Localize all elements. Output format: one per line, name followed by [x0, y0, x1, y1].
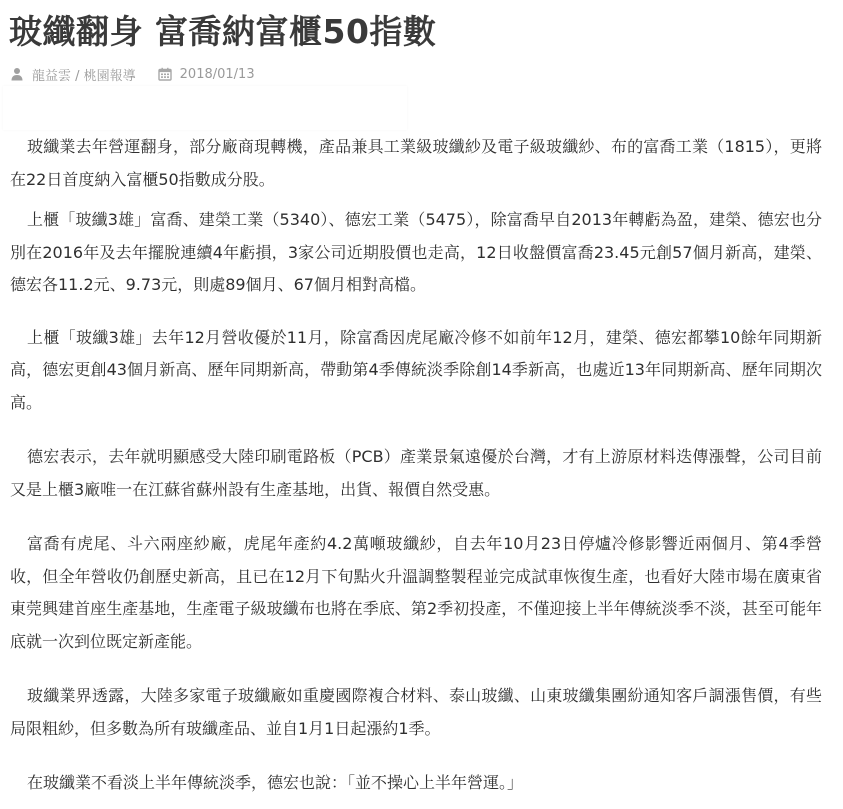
- paragraph-5: 富喬有虎尾、斗六兩座紗廠，虎尾年產約4.2萬噸玻纖紗，自去年10月23日停爐冷修影響近兩個月、第4季營收，但全年營收仍創歷史新高，且已在12月下旬點火升溫調整製程並完成試車恢復生產，也看好大陸市場在廣東省東莞興建首座生產基地，生產電子級玻纖布也將在季底、第2季初投產，不僅迎接上半年傳統淡季不淡，甚至可能年底就一次到位既定新產能。: [10, 534, 822, 651]
- calendar-icon: [158, 67, 172, 81]
- article-title: 玻纖翻身 富喬納富櫃50指數: [9, 12, 437, 51]
- paragraph-2: 上櫃「玻纖3雄」富喬、建榮工業（5340）、德宏工業（5475），除富喬早自2013年轉虧為盈，建榮、德宏也分別在2016年及去年擺脫連續4年虧損，3家公司近期股價也走高，12日收盤價富喬23.45元創57個月新高，建榮、德宏各11.2元、9.73元，則處89個月、67個月相對高檔。: [10, 210, 822, 294]
- paragraph-4: 德宏表示，去年就明顯感受大陸印刷電路板（PCB）產業景氣遠優於台灣，才有上游原材料迭傳漲聲，公司目前又是上櫃3廠唯一在江蘇省蘇州設有生產基地，出貨、報價自然受惠。: [10, 447, 822, 499]
- article-date: 2018/01/13: [179, 66, 255, 82]
- ad-placeholder: [3, 86, 407, 130]
- user-icon: [10, 67, 24, 81]
- paragraph-3: 上櫃「玻纖3雄」去年12月營收優於11月，除富喬因虎尾廠冷修不如前年12月，建榮、德宏都攀10餘年同期新高，德宏更創43個月新高、歷年同期新高，帶動第4季傳統淡季除創14季新高，也處近13年同期新高、歷年同期次高。: [10, 327, 822, 412]
- paragraph-6: 玻纖業界透露，大陸多家電子玻纖廠如重慶國際複合材料、泰山玻纖、山東玻纖集團紛通知客戶調漲售價，有些局限粗紗，但多數為所有玻纖產品、並自1月1日起漲約1季。: [10, 686, 822, 738]
- article-author[interactable]: 龍益雲 / 桃園報導: [32, 68, 136, 84]
- paragraph-1: 玻纖業去年營運翻身，部分廠商現轉機，產品兼具工業級玻纖紗及電子級玻纖紗、布的富喬工業（1815），更將在22日首度納入富櫃50指數成分股。: [10, 137, 822, 189]
- article-meta: [10, 64, 255, 84]
- article-body: [10, 131, 822, 800]
- paragraph-7: 在玻纖業不看淡上半年傳統淡季，德宏也說：「並不操心上半年營運。」: [27, 773, 524, 792]
